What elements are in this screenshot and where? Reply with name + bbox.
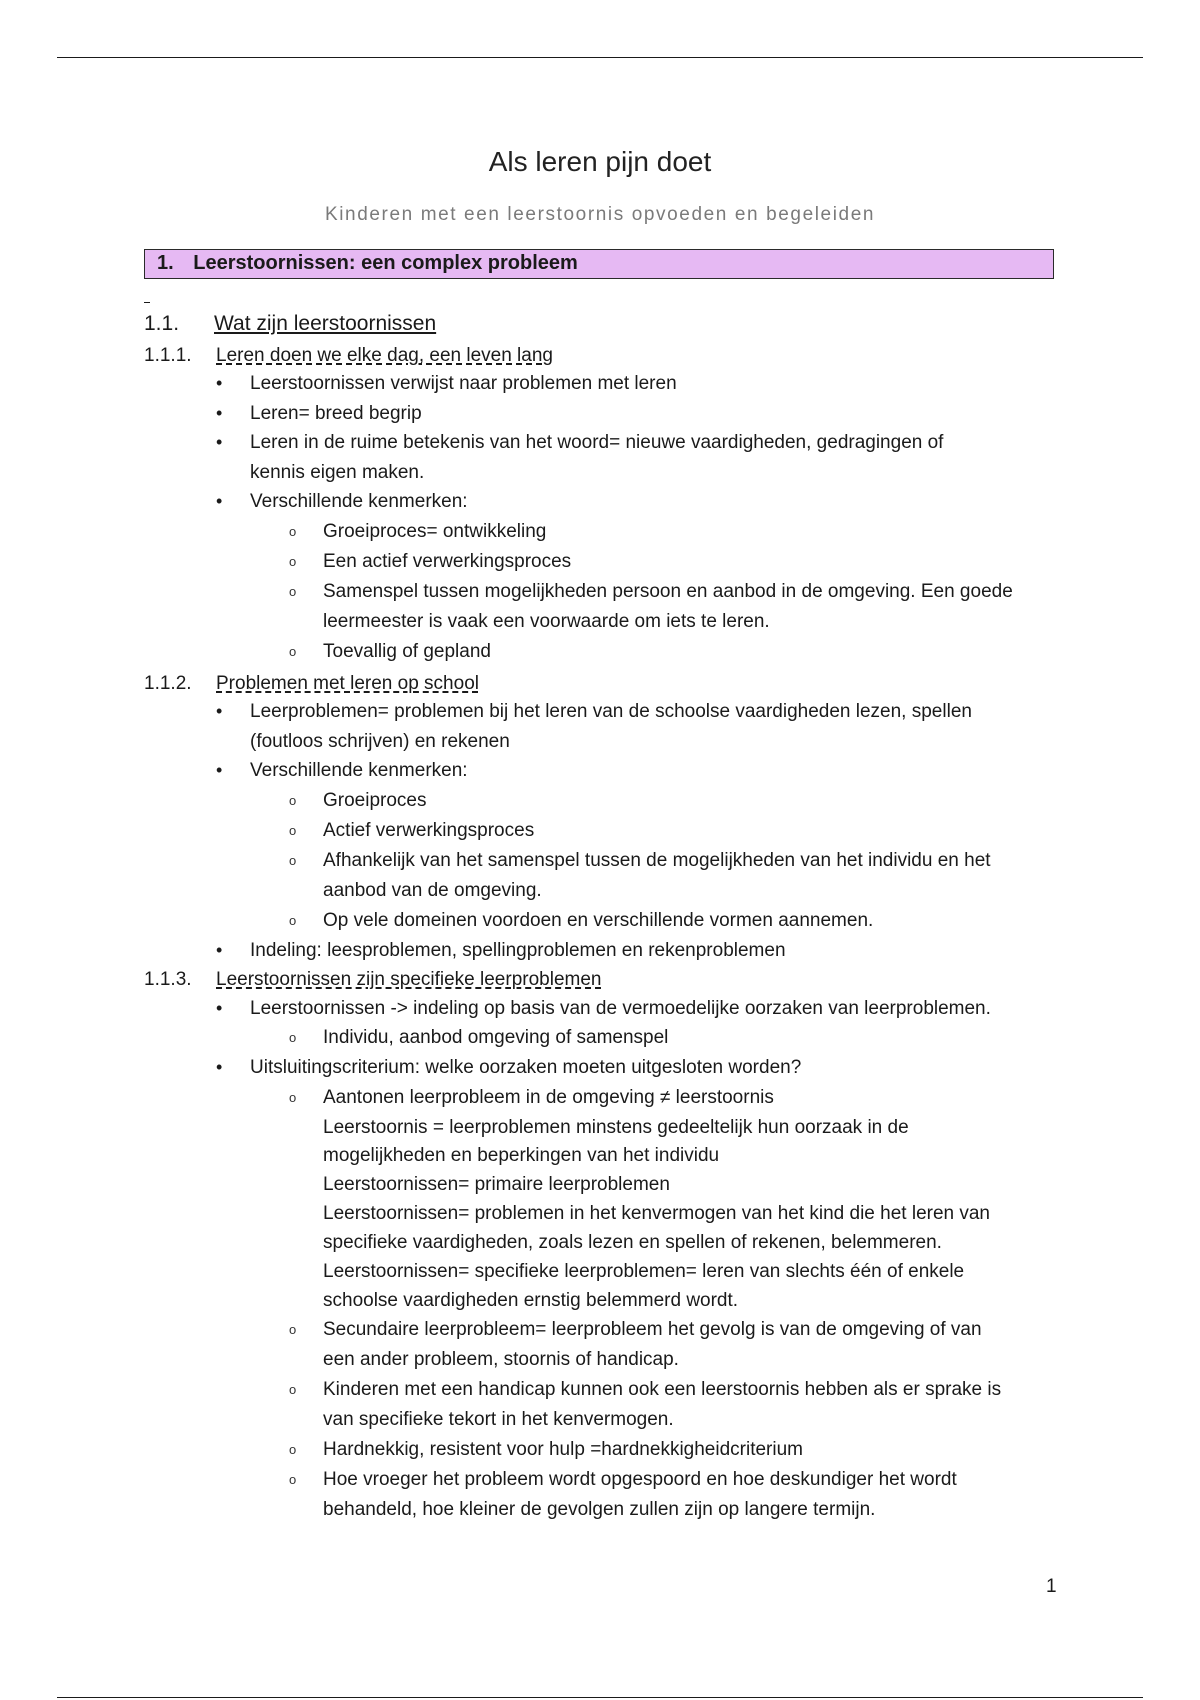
list-item: Leerstoornissen verwijst naar problemen met leren	[250, 373, 677, 394]
sub-bullet: o	[289, 913, 297, 928]
list-item: Uitsluitingscriterium: welke oorzaken moeten uitgesloten worden?	[250, 1057, 802, 1078]
bullet: •	[216, 760, 223, 780]
footer-rule	[57, 1697, 1143, 1698]
sub-list-item: Op vele domeinen voordoen en verschillende vormen aannemen.	[323, 910, 874, 931]
page-number: 1	[1046, 1576, 1057, 1597]
subsection-number: 1.1.3.	[144, 969, 192, 990]
sub-list-item: Hoe vroeger het probleem wordt opgespoord en hoe deskundiger het wordt	[323, 1469, 957, 1490]
sub-list-item-continuation: behandeld, hoe kleiner de gevolgen zullen zijn op langere termijn.	[323, 1499, 876, 1520]
sub-bullet: o	[289, 1382, 297, 1397]
sub-list-item-continuation: schoolse vaardigheden ernstig belemmerd wordt.	[323, 1290, 739, 1311]
subsection-title: Leren doen we elke dag, een leven lang	[216, 345, 553, 366]
sub-bullet: o	[289, 1322, 297, 1337]
sub-bullet: o	[289, 853, 297, 868]
bullet: •	[216, 373, 223, 393]
section-number: 1.1.	[144, 312, 180, 335]
sub-bullet: o	[289, 823, 297, 838]
chapter-number: 1.	[157, 252, 174, 274]
bullet: •	[216, 432, 223, 452]
sub-list-item: Aantonen leerprobleem in de omgeving ≠ leerstoornis	[323, 1087, 774, 1108]
list-item: Indeling: leesproblemen, spellingproblemen en rekenproblemen	[250, 940, 786, 961]
sub-bullet: o	[289, 1442, 297, 1457]
sub-list-item-continuation: Leerstoornissen= primaire leerproblemen	[323, 1174, 670, 1195]
list-item: Verschillende kenmerken:	[250, 491, 468, 512]
chapter-title: Leerstoornissen: een complex probleem	[193, 252, 578, 274]
empty-paragraph-mark	[144, 302, 150, 303]
sub-bullet: o	[289, 1090, 297, 1105]
sub-list-item: Secundaire leerprobleem= leerprobleem het gevolg is van de omgeving of van	[323, 1319, 982, 1340]
sub-list-item: Hardnekkig, resistent voor hulp =hardnekkigheidcriterium	[323, 1439, 803, 1460]
sub-bullet: o	[289, 524, 297, 539]
sub-list-item: Samenspel tussen mogelijkheden persoon en aanbod in de omgeving. Een goede	[323, 581, 1013, 602]
sub-list-item: Actief verwerkingsproces	[323, 820, 535, 841]
sub-list-item: Toevallig of gepland	[323, 641, 491, 662]
sub-bullet: o	[289, 584, 297, 599]
list-item-continuation: (foutloos schrijven) en rekenen	[250, 731, 510, 752]
list-item: Leren in de ruime betekenis van het woord= nieuwe vaardigheden, gedragingen of	[250, 432, 944, 453]
sub-list-item: Groeiproces	[323, 790, 427, 811]
list-item-continuation: kennis eigen maken.	[250, 462, 425, 483]
sub-list-item: Een actief verwerkingsproces	[323, 551, 572, 572]
subsection-title: Leerstoornissen zijn specifieke leerproblemen	[216, 969, 602, 990]
sub-list-item-continuation: Leerstoornis = leerproblemen minstens gedeeltelijk hun oorzaak in de	[323, 1117, 909, 1138]
document-subtitle: Kinderen met een leerstoornis opvoeden en begeleiden	[324, 204, 876, 225]
sub-list-item: Groeiproces= ontwikkeling	[323, 521, 547, 542]
sub-list-item-continuation: van specifieke tekort in het kenvermogen.	[323, 1409, 674, 1430]
sub-list-item-continuation: Leerstoornissen= specifieke leerproblemen= leren van slechts één of enkele	[323, 1261, 965, 1282]
sub-list-item-continuation: Leerstoornissen= problemen in het kenvermogen van het kind die het leren van	[323, 1203, 991, 1224]
bullet: •	[216, 998, 223, 1018]
list-item: Leren= breed begrip	[250, 403, 422, 424]
sub-list-item: Afhankelijk van het samenspel tussen de mogelijkheden van het individu en het	[323, 850, 991, 871]
bullet: •	[216, 403, 223, 423]
sub-list-item: Individu, aanbod omgeving of samenspel	[323, 1027, 669, 1048]
sub-bullet: o	[289, 1472, 297, 1487]
sub-bullet: o	[289, 1030, 297, 1045]
sub-bullet: o	[289, 554, 297, 569]
bullet: •	[216, 491, 223, 511]
sub-list-item-continuation: een ander probleem, stoornis of handicap.	[323, 1349, 679, 1370]
sub-list-item-continuation: mogelijkheden en beperkingen van het individu	[323, 1145, 720, 1166]
subsection-title: Problemen met leren op school	[216, 673, 479, 694]
list-item: Leerstoornissen -> indeling op basis van de vermoedelijke oorzaken van leerproblemen.	[250, 998, 991, 1019]
subsection-number: 1.1.1.	[144, 345, 192, 366]
subsection-number: 1.1.2.	[144, 673, 192, 694]
chapter-heading	[144, 249, 1054, 279]
list-item: Leerproblemen= problemen bij het leren van de schoolse vaardigheden lezen, spellen	[250, 701, 972, 722]
bullet: •	[216, 940, 223, 960]
bullet: •	[216, 701, 223, 721]
document-title: Als leren pijn doet	[488, 146, 712, 177]
section-title: Wat zijn leerstoornissen	[214, 312, 437, 335]
sub-list-item-continuation: specifieke vaardigheden, zoals lezen en spellen of rekenen, belemmeren.	[323, 1232, 942, 1253]
list-item: Verschillende kenmerken:	[250, 760, 468, 781]
sub-list-item-continuation: leermeester is vaak een voorwaarde om iets te leren.	[323, 611, 770, 632]
sub-bullet: o	[289, 793, 297, 808]
header-rule	[57, 57, 1143, 58]
bullet: •	[216, 1057, 223, 1077]
sub-list-item-continuation: aanbod van de omgeving.	[323, 880, 542, 901]
sub-list-item: Kinderen met een handicap kunnen ook een leerstoornis hebben als er sprake is	[323, 1379, 1002, 1400]
sub-bullet: o	[289, 644, 297, 659]
